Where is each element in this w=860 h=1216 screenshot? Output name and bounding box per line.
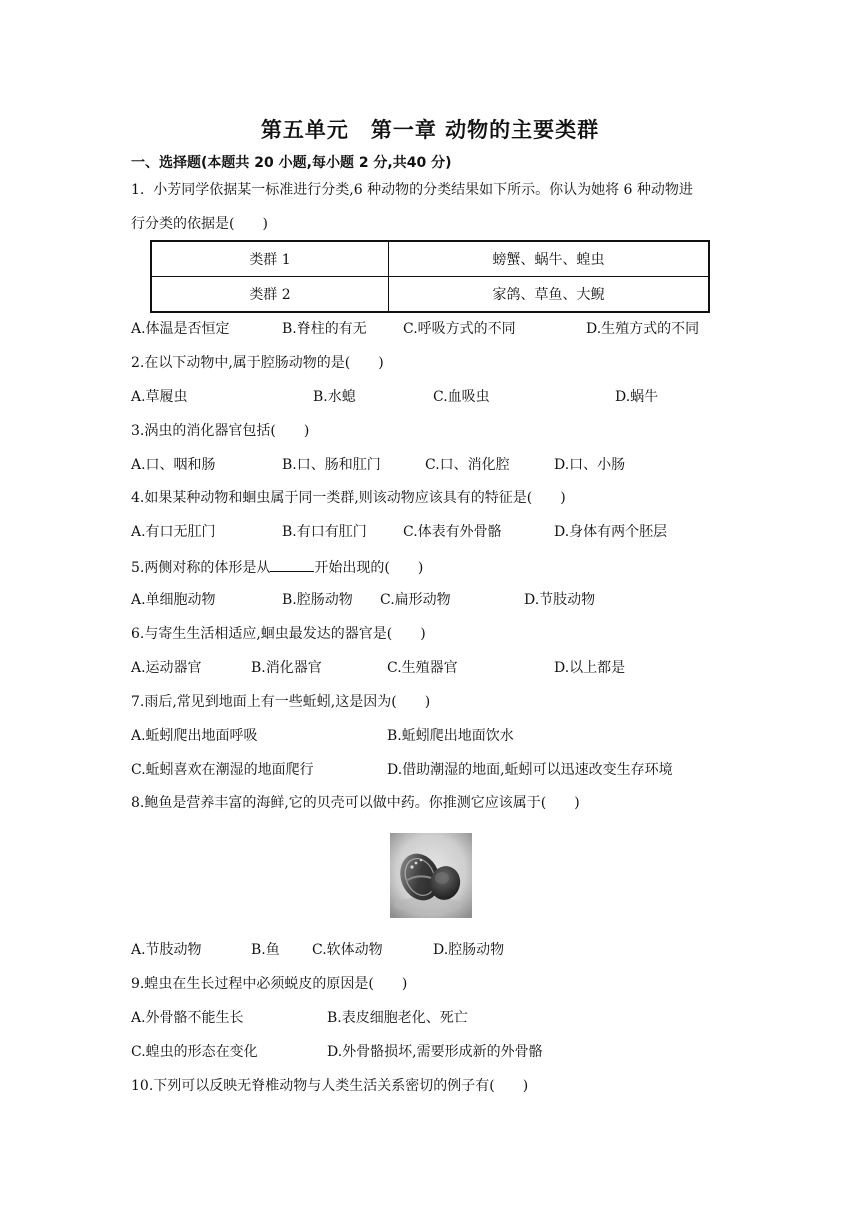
- q8-option-a[interactable]: A.节肢动物: [131, 942, 202, 958]
- q4-option-a[interactable]: A.有口无肛门: [131, 524, 216, 540]
- question-2-stem: 2.在以下动物中,属于腔肠动物的是( ): [131, 355, 384, 371]
- q7-option-b[interactable]: B.蚯蚓爬出地面饮水: [387, 728, 514, 744]
- q2-option-b[interactable]: B.水螅: [313, 389, 356, 405]
- q8-option-c[interactable]: C.软体动物: [312, 942, 383, 958]
- question-5-stem-after: 开始出现的( ): [314, 560, 424, 576]
- question-3-stem: 3.涡虫的消化器官包括( ): [131, 423, 310, 439]
- question-4-stem: 4.如果某种动物和蛔虫属于同一类群,则该动物应该具有的特征是( ): [131, 490, 566, 506]
- table-cell-animals: 螃蟹、蜗牛、蝗虫: [389, 241, 710, 277]
- q4-option-d[interactable]: D.身体有两个胚层: [554, 524, 668, 540]
- q1-option-b[interactable]: B.脊柱的有无: [282, 321, 367, 337]
- q7-option-a[interactable]: A.蚯蚓爬出地面呼吸: [131, 728, 258, 744]
- abalone-photo: [390, 833, 472, 918]
- abalone-image: [390, 833, 472, 918]
- question-6-stem: 6.与寄生生活相适应,蛔虫最发达的器官是( ): [131, 626, 426, 642]
- table-cell-group: 类群 1: [151, 241, 389, 277]
- q4-option-b[interactable]: B.有口有肛门: [282, 524, 367, 540]
- q7-option-c[interactable]: C.蚯蚓喜欢在潮湿的地面爬行: [131, 762, 314, 778]
- table-row: [151, 241, 709, 277]
- question-1-stem-line-2: 行分类的依据是( ): [131, 216, 268, 232]
- q9-option-b[interactable]: B.表皮细胞老化、死亡: [327, 1010, 468, 1026]
- question-8-stem: 8.鲍鱼是营养丰富的海鲜,它的贝壳可以做中药。你推测它应该属于( ): [131, 795, 580, 811]
- table-row: [151, 277, 709, 313]
- q9-option-d[interactable]: D.外骨骼损坏,需要形成新的外骨骼: [327, 1044, 543, 1060]
- table-cell-group: 类群 2: [151, 277, 389, 313]
- question-7-stem: 7.雨后,常见到地面上有一些蚯蚓,这是因为( ): [131, 694, 431, 710]
- q2-option-a[interactable]: A.草履虫: [131, 389, 188, 405]
- q5-option-a[interactable]: A.单细胞动物: [131, 592, 216, 608]
- q8-option-d[interactable]: D.腔肠动物: [433, 942, 505, 958]
- q2-option-d[interactable]: D.蜗牛: [615, 389, 659, 405]
- q6-option-a[interactable]: A.运动器官: [131, 660, 202, 676]
- q6-option-c[interactable]: C.生殖器官: [387, 660, 458, 676]
- q3-option-c[interactable]: C.口、消化腔: [425, 457, 510, 473]
- q3-option-b[interactable]: B.口、肠和肛门: [282, 457, 381, 473]
- question-1-stem-line-1: 1. 小芳同学依据某一标准进行分类,6 种动物的分类结果如下所示。你认为她将 6 种动物进: [131, 182, 693, 198]
- q4-option-c[interactable]: C.体表有外骨骼: [403, 524, 502, 540]
- answer-blank: [270, 557, 314, 572]
- table-cell-animals: 家鸽、草鱼、大鲵: [389, 277, 710, 313]
- section-heading: 一、选择题(本题共 20 小题,每小题 2 分,共40 分): [131, 155, 452, 171]
- question-10-stem: 10.下列可以反映无脊椎动物与人类生活关系密切的例子有( ): [131, 1078, 529, 1094]
- question-5-stem: [131, 557, 423, 577]
- question-5-stem-before: 5.两侧对称的体形是从: [131, 560, 271, 576]
- q3-option-d[interactable]: D.口、小肠: [554, 457, 626, 473]
- q6-option-d[interactable]: D.以上都是: [554, 660, 626, 676]
- q5-option-b[interactable]: B.腔肠动物: [282, 592, 353, 608]
- q1-option-d[interactable]: D.生殖方式的不同: [586, 321, 700, 337]
- classification-table: [150, 240, 710, 313]
- q5-option-c[interactable]: C.扁形动物: [380, 592, 451, 608]
- q3-option-a[interactable]: A.口、咽和肠: [131, 457, 216, 473]
- q1-option-a[interactable]: A.体温是否恒定: [131, 321, 230, 337]
- q8-option-b[interactable]: B.鱼: [251, 942, 280, 958]
- q9-option-a[interactable]: A.外骨骼不能生长: [131, 1010, 244, 1026]
- q7-option-d[interactable]: D.借助潮湿的地面,蚯蚓可以迅速改变生存环境: [387, 762, 673, 778]
- page-title: 第五单元 第一章 动物的主要类群: [260, 118, 600, 142]
- q9-option-c[interactable]: C.蝗虫的形态在变化: [131, 1044, 258, 1060]
- q1-option-c[interactable]: C.呼吸方式的不同: [403, 321, 516, 337]
- q6-option-b[interactable]: B.消化器官: [251, 660, 322, 676]
- q2-option-c[interactable]: C.血吸虫: [433, 389, 490, 405]
- q5-option-d[interactable]: D.节肢动物: [524, 592, 596, 608]
- question-9-stem: 9.蝗虫在生长过程中必须蜕皮的原因是( ): [131, 976, 408, 992]
